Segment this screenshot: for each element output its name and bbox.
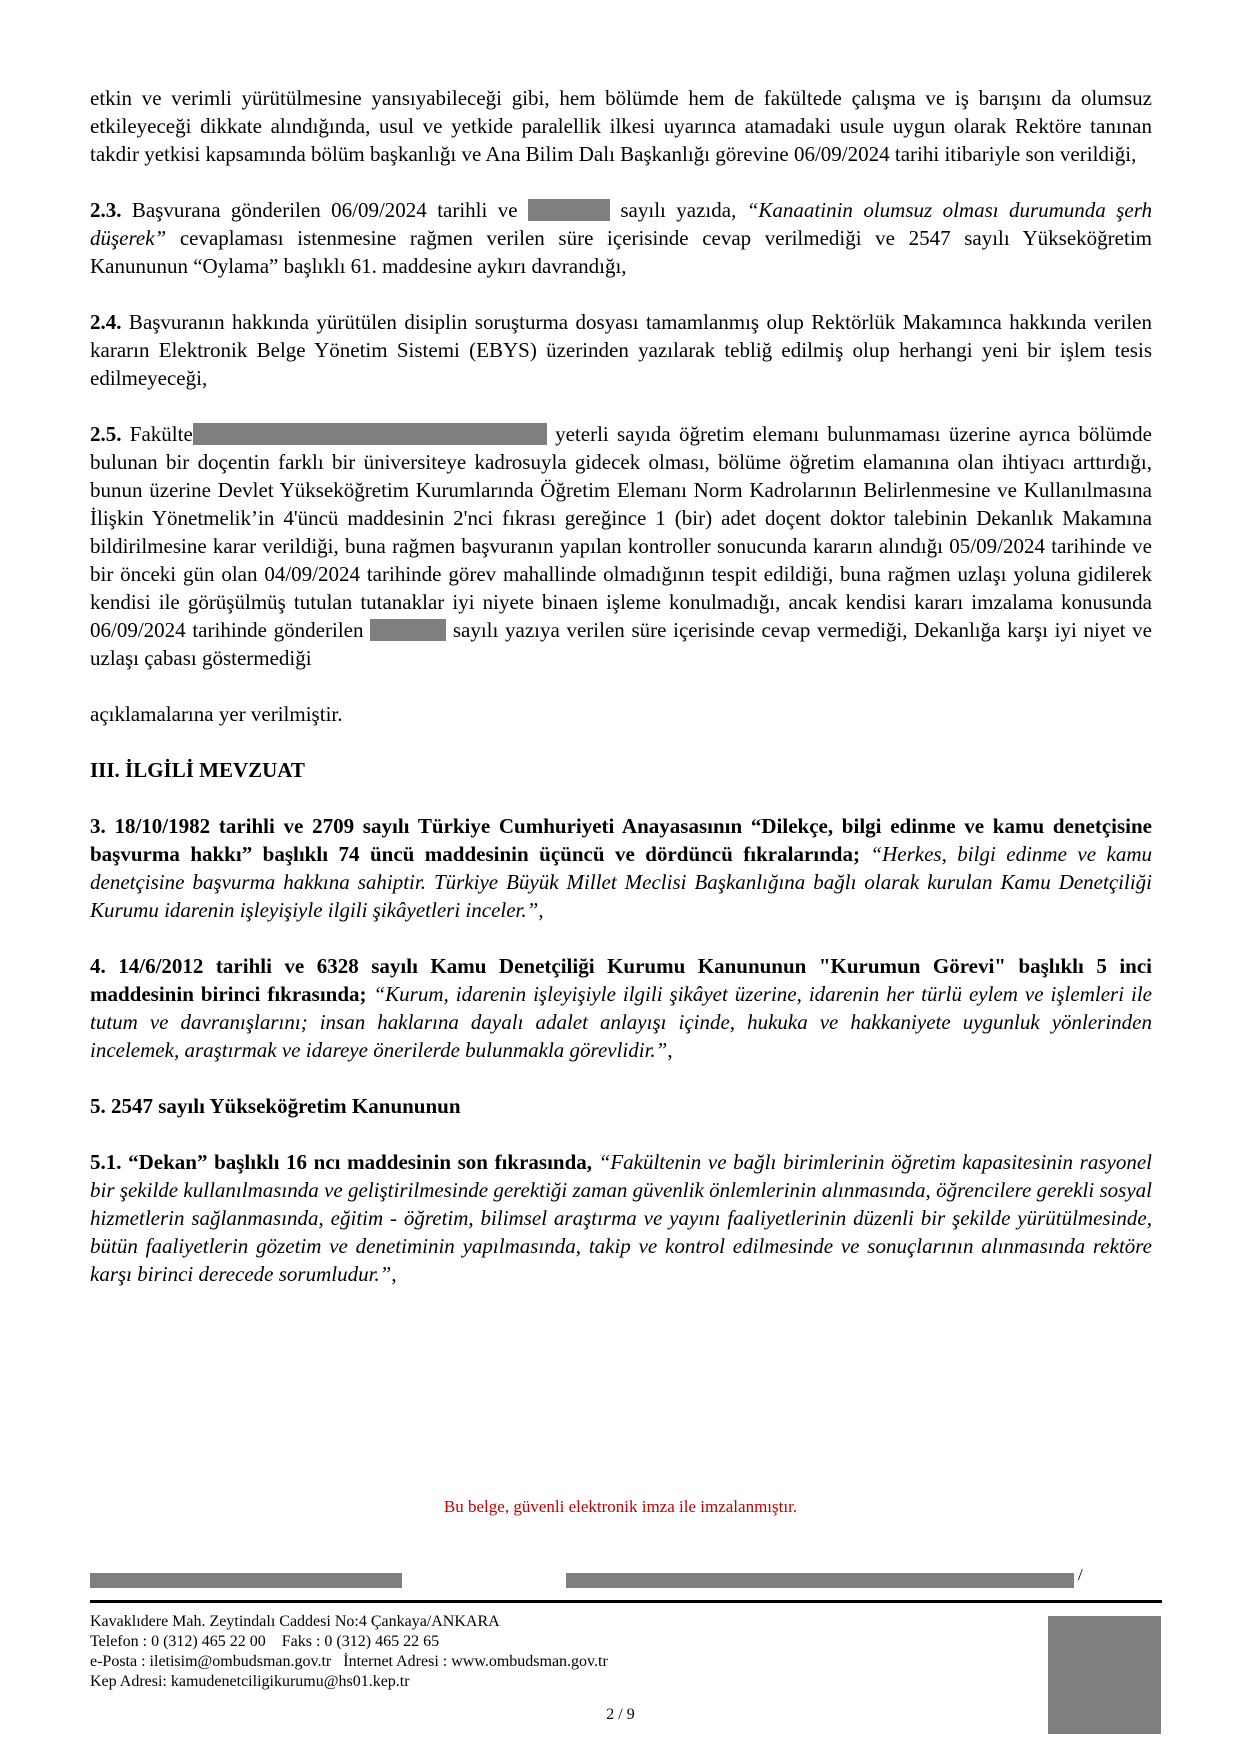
- e-signature-note: Bu belge, güvenli elektronik imza ile imzalanmıştır.: [443, 1497, 798, 1516]
- paragraph-number: 2.4.: [90, 310, 122, 334]
- footer-email-web: e-Posta : iletisim@ombudsman.gov.tr İnternet Adresi : www.ombudsman.gov.tr: [90, 1653, 608, 1670]
- paragraph-5-1: [90, 1148, 1152, 1288]
- redacted-signature-right: [566, 1573, 1074, 1588]
- legal-reference: 3. 18/10/1982 tarihli ve 2709 sayılı Türkiye Cumhuriyeti Anayasasının “Dilekçe, bilgi edinme ve kamu denetçisine başvurma hakkı” başlıklı 74 üncü maddesinin üçüncü ve dördüncü fıkralarında;: [90, 814, 1152, 866]
- paragraph-text: sayılı yazıya verilen süre içerisinde cevap vermediği, Dekanlığa karşı iyi niyet ve uzlaşı çabası göstermediği: [90, 618, 1152, 670]
- redaction-box: [193, 423, 547, 445]
- paragraph-text: sayılı yazıda,: [609, 198, 747, 222]
- punctuation: ,: [391, 1262, 397, 1286]
- footer-phone: Telefon : 0 (312) 465 22 00 Faks : 0 (312) 465 22 65: [90, 1633, 440, 1650]
- footer-divider: [90, 1600, 1162, 1603]
- paragraph-text: cevaplaması istenmesine rağmen verilen süre içerisinde cevap verilmediği ve 2547 sayılı Yükseköğretim Kanununun “Oylama” başlıklı 61. maddesine aykırı davrandığı,: [90, 226, 1152, 278]
- paragraph-text: Fakülte: [121, 422, 193, 446]
- signature-slash: /: [1078, 1565, 1083, 1584]
- paragraph-number: 2.3.: [90, 198, 122, 222]
- legal-quote: “Fakültenin ve bağlı birimlerinin öğretim kapasitesinin rasyonel bir şekilde kullanılmasında ve geliştirilmesinde gerektiği zaman güvenlik önlemlerinin alınmasında, öğrencilere gerekli sosyal hizmetlerin sağlanmasında, eğitim - öğretim, bilimsel araştırma ve yayını faaliyetlerinin düzenli bir şekilde yürütülmesinde, bütün faaliyetlerin gözetim ve denetiminin yapılmasında, takip ve kontrol edilmesinde ve sonuçlarının alınmasında rektöre karşı birinci derecede sorumludur.”: [90, 1150, 1152, 1286]
- section-heading: III. İLGİLİ MEVZUAT: [90, 758, 305, 782]
- closing-sentence: açıklamalarına yer verilmiştir.: [90, 702, 343, 726]
- paragraph-text: Başvuranın hakkında yürütülen disiplin soruşturma dosyası tamamlanmış olup Rektörlük Makamınca hakkında verilen kararın Elektronik Belge Yönetim Sistemi (EBYS) üzerinden yazılarak tebliğ edilmiş olup herhangi yeni bir işlem tesis edilmeyeceği,: [90, 310, 1152, 390]
- paragraph-4: [90, 952, 1152, 1064]
- paragraph-2-4: [90, 308, 1152, 392]
- footer-contact: [90, 1612, 990, 1692]
- paragraph-2-2-continuation: etkin ve verimli yürütülmesine yansıyabileceği gibi, hem bölümde hem de fakültede çalışma ve iş barışını da olumsuz etkileyeceği dikkate alındığında, usul ve yetkide paralellik ilkesi uyarınca atamadaki usule uygun olarak Rektöre tanınan takdir yetkisi kapsamında bölüm başkanlığı ve Ana Bilim Dalı Başkanlığı görevine 06/09/2024 tarihi itibariyle son verildiği,: [90, 86, 1152, 166]
- paragraph-2-3: [90, 196, 1152, 280]
- paragraph-text: Başvurana gönderilen 06/09/2024 tarihli ve: [121, 198, 528, 222]
- paragraph-2-5: [90, 420, 1152, 672]
- redaction-box: [370, 619, 446, 641]
- paragraph-number: 2.5.: [90, 422, 122, 446]
- footer-address: Kavaklıdere Mah. Zeytindalı Caddesi No:4 Çankaya/ANKARA: [90, 1613, 500, 1630]
- legal-reference: 4. 14/6/2012 tarihli ve 6328 sayılı Kamu Denetçiliği Kurumu Kanununun "Kurumun Görevi" başlıklı 5 inci maddesinin birinci fıkrasında;: [90, 954, 1152, 1006]
- paragraph-text: yeterli sayıda öğretim elemanı bulunmaması üzerine ayrıca bölümde bulunan bir doçentin farklı bir üniversiteye kadrosuyla gidecek olması, bölüme öğretim elamanına olan ihtiyacı arttırdığı, bunun üzerine Devlet Yükseköğretim Kurumlarında Öğretim Elemanı Norm Kadrolarının Belirlenmesine ve Kullanılmasına İlişkin Yönetmelik’in 4'üncü maddesinin 2'nci fıkrası gereğince 1 (bir) adet doçent doktor talebinin Dekanlık Makamına bildirilmesine karar verildiği, buna rağmen başvuranın yapılan kontroller sonucunda kararın alındığı 05/09/2024 tarihinde ve bir önceki gün olan 04/09/2024 tarihinde görev mahallinde olmadığının tespit edildiği, buna rağmen uzlaşı yoluna gidilerek kendisi ile görüşülmüş tutulan tutanaklar iyi niyete binaen işleme konulmadığı, ancak kendisi kararı imzalama konusunda 06/09/2024 tarihinde gönderilen: [90, 422, 1152, 642]
- legal-quote: “Kurum, idarenin işleyişiyle ilgili şikâyet üzerine, idarenin her türlü eylem ve işlemleri ile tutum ve davranışlarını; insan haklarına dayalı adalet anlayışı içinde, hukuka ve hakkaniyete uygunluk yönlerinden incelemek, araştırmak ve idareye önerilerde bulunmakla görevlidir.”: [90, 982, 1152, 1062]
- redaction-box: [528, 199, 610, 221]
- footer-kep: Kep Adresi: kamudenetciligikurumu@hs01.kep.tr: [90, 1673, 410, 1690]
- punctuation: ,: [667, 1038, 673, 1062]
- page-number: 2 / 9: [606, 1706, 635, 1723]
- legal-reference: 5.1. “Dekan” başlıklı 16 ncı maddesinin son fıkrasında,: [90, 1150, 593, 1174]
- quote-text: “Kanaatinin olumsuz olması durumunda şerh düşerek”: [90, 198, 1152, 250]
- paragraph-5-heading: 5. 2547 sayılı Yükseköğretim Kanununun: [90, 1094, 461, 1118]
- legal-quote: “Herkes, bilgi edinme ve kamu denetçisine başvurma hakkına sahiptir. Türkiye Büyük Millet Meclisi Başkanlığına bağlı olarak kurulan Kamu Denetçiliği Kurumu idarenin işleyişiyle ilgili şikâyetleri inceler.”: [90, 842, 1152, 922]
- paragraph-3: [90, 812, 1152, 924]
- redacted-signature-left: [90, 1573, 402, 1588]
- document-body: [90, 84, 1152, 1316]
- punctuation: ,: [538, 898, 544, 922]
